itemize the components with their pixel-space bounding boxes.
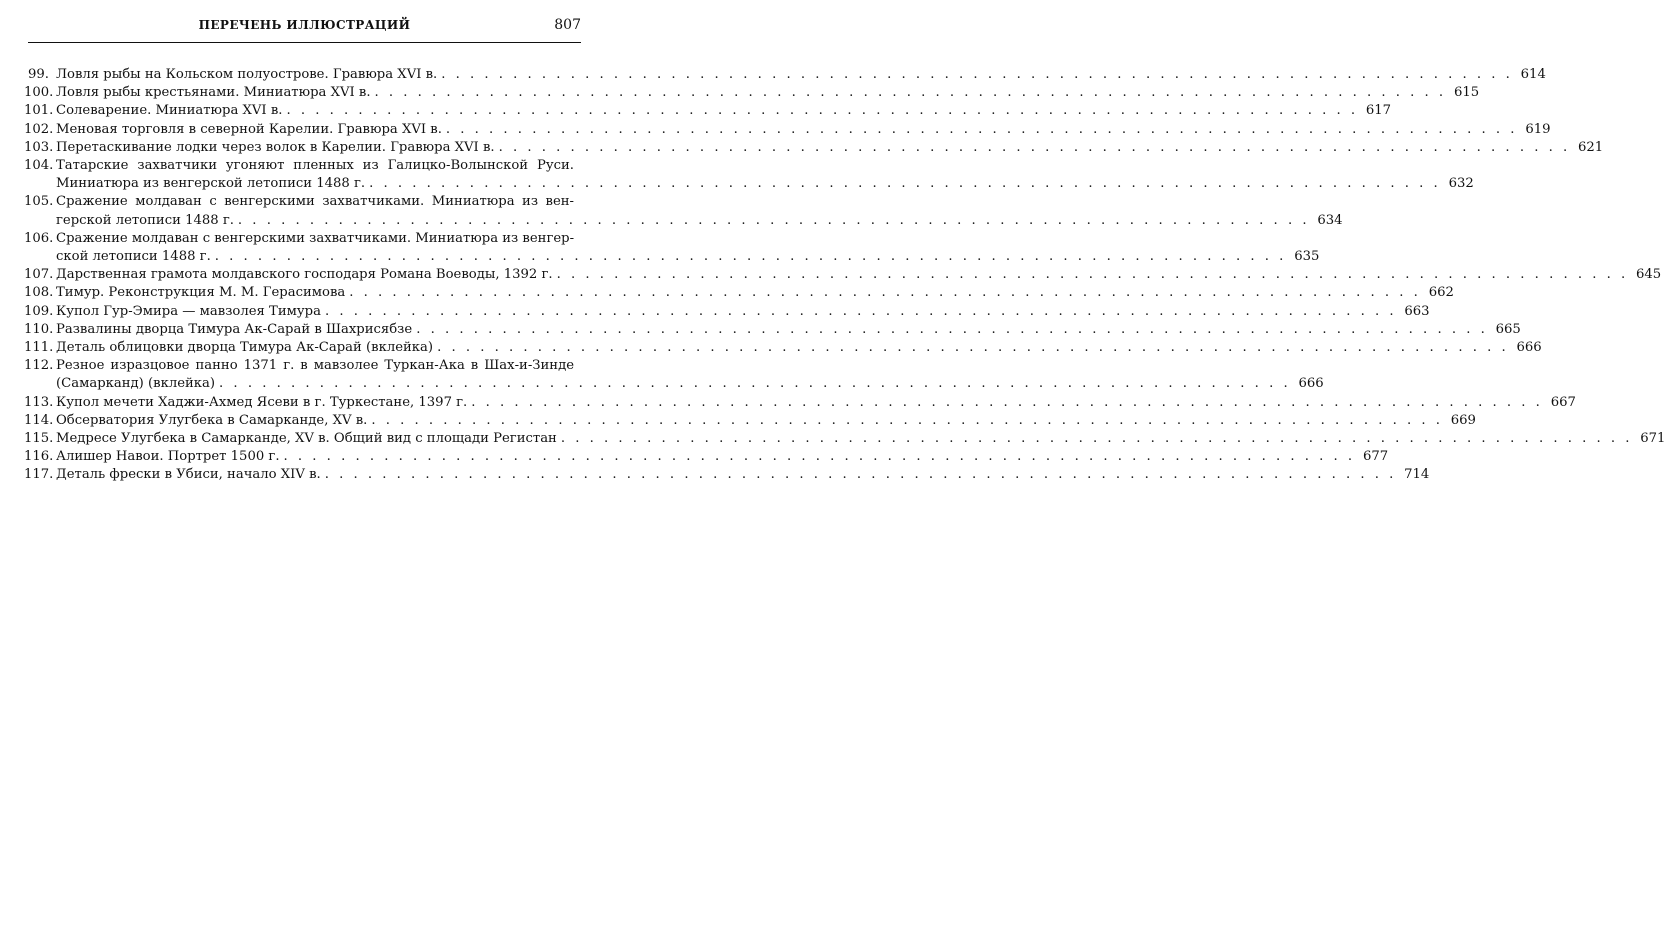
list-item <box>24 66 1546 84</box>
caption-line <box>56 412 1476 430</box>
dot-leader <box>557 266 1629 284</box>
caption-text: Медресе Улугбека в Самарканде, XV в. Общий вид с площади Регистан <box>56 431 557 447</box>
entry-number: 103. <box>24 139 54 155</box>
list-item <box>24 339 1542 357</box>
caption-line <box>56 66 1546 84</box>
entry-number: 99. <box>28 67 49 82</box>
caption-text: Миниатюра из венгерской летописи 1488 г. <box>56 176 366 192</box>
entry-caption <box>56 412 1476 430</box>
entry-caption <box>56 430 1665 448</box>
list-item <box>24 448 1389 466</box>
entry-caption <box>56 284 1454 302</box>
caption-text: Ловля рыбы крестьянами. Миниатюра XVI в. <box>56 85 371 101</box>
page-reference: 662 <box>1428 285 1454 301</box>
caption-line <box>56 394 1576 412</box>
caption-text: Сражение молдаван с венгерскими захватчиками. Миниатюра из вен- <box>56 194 574 210</box>
entry-number: 104. <box>24 158 54 174</box>
caption-text: Деталь фрески в Убиси, начало XIV в. <box>56 467 321 483</box>
page-reference: 634 <box>1317 212 1343 228</box>
page-reference: 669 <box>1450 412 1476 428</box>
page-number: 807 <box>554 17 581 33</box>
caption-text: Меновая торговля в северной Карелии. Гравюра XVI в. <box>56 121 442 137</box>
dot-leader <box>286 102 1358 120</box>
entry-number: 116. <box>24 449 54 465</box>
caption-text: Дарственная грамота молдавского господаря Романа Воеводы, 1392 г. <box>56 267 553 283</box>
entry-number: 106. <box>24 230 54 246</box>
page-reference: 619 <box>1525 121 1551 137</box>
entry-number: 110. <box>24 321 54 337</box>
dot-leader <box>561 430 1633 448</box>
caption-text: ской летописи 1488 г. <box>56 249 211 265</box>
caption-text: Развалины дворца Тимура Ак-Сарай в Шахрисябзе <box>56 321 413 337</box>
list-item <box>24 303 1430 321</box>
dot-leader <box>499 139 1571 157</box>
dot-leader <box>219 375 1291 393</box>
caption-line <box>56 248 1320 266</box>
caption-line <box>56 193 574 211</box>
caption-text: Купол мечети Хаджи-Ахмед Ясеви в г. Туркестане, 1397 г. <box>56 394 468 410</box>
entry-caption <box>56 157 1474 193</box>
caption-line <box>56 466 1430 484</box>
illustration-list <box>24 66 1665 485</box>
caption-text: Резное изразцовое панно 1371 г. в мавзолее Туркан-Ака в Шах-и-Зинде <box>56 358 574 374</box>
caption-text: Купол Гур-Эмира — мавзолея Тимура <box>56 303 321 319</box>
caption-line <box>56 230 574 248</box>
dot-leader <box>471 394 1543 412</box>
list-item <box>24 466 1430 484</box>
page-reference: 666 <box>1298 376 1324 392</box>
entry-caption <box>56 394 1576 412</box>
list-item <box>24 412 1476 430</box>
dot-leader <box>375 84 1447 102</box>
list-item <box>24 266 1662 284</box>
entry-number: 117. <box>24 467 54 483</box>
page-reference: 666 <box>1516 340 1542 356</box>
list-item <box>24 230 1320 266</box>
entry-caption <box>56 466 1430 484</box>
caption-line <box>56 357 574 375</box>
caption-text: Сражение молдаван с венгерскими захватчиками. Миниатюра из венгер- <box>56 230 575 246</box>
list-item <box>24 139 1604 157</box>
caption-line <box>56 121 1551 139</box>
page-reference: 663 <box>1404 303 1430 319</box>
dot-leader <box>238 212 1310 230</box>
caption-text: Тимур. Реконструкция М. М. Герасимова <box>56 285 346 301</box>
entry-caption <box>56 357 1324 393</box>
list-item <box>24 394 1576 412</box>
dot-leader <box>369 175 1441 193</box>
entry-number: 107. <box>24 267 54 283</box>
entry-caption <box>56 84 1480 102</box>
page-reference: 667 <box>1550 394 1576 410</box>
dot-leader <box>441 66 1513 84</box>
caption-line <box>56 430 1665 448</box>
dot-leader <box>437 339 1509 357</box>
caption-line <box>56 157 574 175</box>
dot-leader <box>349 284 1421 302</box>
dot-leader <box>325 303 1397 321</box>
dot-leader <box>284 448 1356 466</box>
dot-leader <box>215 248 1287 266</box>
caption-text: Перетаскивание лодки через волок в Карелии. Гравюра XVI в. <box>56 139 495 155</box>
page-header <box>28 14 581 42</box>
list-item <box>24 357 1324 393</box>
dot-leader <box>371 412 1443 430</box>
caption-line <box>56 84 1480 102</box>
caption-text: Татарские захватчики угоняют пленных из Галицко-Волынской Руси. <box>56 158 574 174</box>
page-reference: 645 <box>1636 267 1662 283</box>
caption-line <box>56 212 1343 230</box>
entry-number: 101. <box>24 103 54 119</box>
entry-number: 109. <box>24 303 54 319</box>
entry-caption <box>56 448 1389 466</box>
dot-leader <box>416 321 1488 339</box>
caption-text: Деталь облицовки дворца Тимура Ак-Сарай (вклейка) <box>56 340 434 356</box>
entry-caption <box>56 230 1320 266</box>
list-item <box>24 193 1343 229</box>
caption-text: Алишер Навои. Портрет 1500 г. <box>56 449 280 465</box>
entry-caption <box>56 193 1343 229</box>
entry-caption <box>56 102 1392 120</box>
list-item <box>24 284 1454 302</box>
list-item <box>24 121 1551 139</box>
page-reference: 614 <box>1520 67 1546 82</box>
dot-leader <box>325 466 1397 484</box>
caption-line <box>56 102 1392 120</box>
entry-number: 114. <box>24 412 54 428</box>
entry-caption <box>56 303 1430 321</box>
entry-number: 100. <box>24 85 54 101</box>
entry-number: 113. <box>24 394 54 410</box>
entry-caption <box>56 266 1662 284</box>
caption-text: герской летописи 1488 г. <box>56 212 234 228</box>
page-reference: 677 <box>1362 449 1389 465</box>
page-reference: 671 <box>1640 431 1665 447</box>
caption-line <box>56 139 1604 157</box>
caption-text: Обсерватория Улугбека в Самарканде, XV в. <box>56 412 368 428</box>
page-reference: 621 <box>1578 139 1604 155</box>
entry-number: 115. <box>24 431 54 447</box>
entry-caption <box>56 121 1551 139</box>
entry-caption <box>56 321 1521 339</box>
caption-line <box>56 303 1430 321</box>
entry-caption <box>56 139 1604 157</box>
page-reference: 635 <box>1294 249 1320 265</box>
page-reference: 665 <box>1495 321 1521 337</box>
caption-line <box>56 266 1662 284</box>
caption-line <box>56 339 1542 357</box>
entry-caption <box>56 66 1546 84</box>
entry-number: 108. <box>24 285 54 301</box>
caption-line <box>56 175 1474 193</box>
entry-caption <box>56 339 1542 357</box>
list-item <box>24 157 1474 193</box>
caption-line <box>56 321 1521 339</box>
caption-line <box>56 375 1324 393</box>
entry-number: 102. <box>24 121 54 137</box>
page-reference: 714 <box>1404 467 1430 483</box>
caption-text: Солеварение. Миниатюра XVI в. <box>56 103 283 119</box>
entry-number: 112. <box>24 358 54 374</box>
caption-text: Ловля рыбы на Кольском полуострове. Гравюра XVI в. <box>56 67 438 82</box>
running-head-title: ПЕРЕЧЕНЬ ИЛЛЮСТРАЦИЙ <box>198 18 411 32</box>
entry-number: 105. <box>24 194 54 210</box>
page-reference: 632 <box>1448 176 1474 192</box>
page-reference: 617 <box>1365 103 1392 119</box>
page-reference: 615 <box>1453 85 1480 101</box>
caption-text: (Самарканд) (вклейка) <box>56 376 216 392</box>
list-item <box>24 102 1392 120</box>
list-item <box>24 321 1521 339</box>
header-rule <box>28 42 581 43</box>
list-item <box>24 430 1665 448</box>
list-item <box>24 84 1480 102</box>
caption-line <box>56 448 1389 466</box>
entry-number: 111. <box>24 340 54 356</box>
caption-line <box>56 284 1454 302</box>
dot-leader <box>446 121 1518 139</box>
